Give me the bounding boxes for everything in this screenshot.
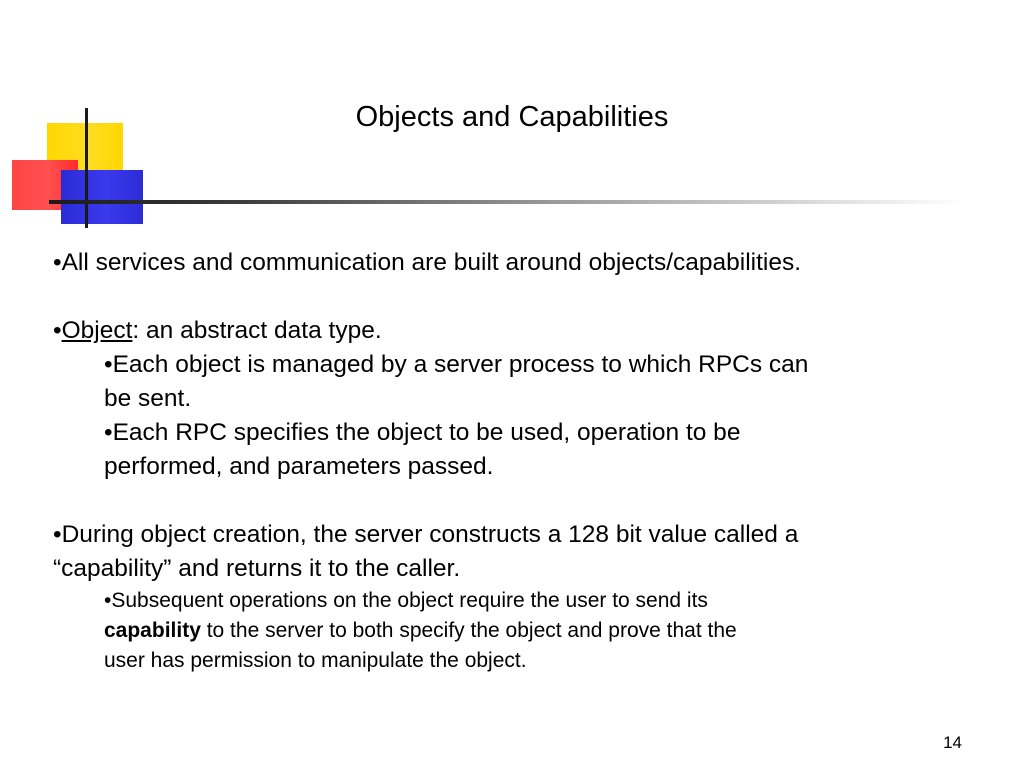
slide-body — [53, 246, 953, 676]
logo-blue-square — [61, 170, 143, 224]
slide-title: Objects and Capabilities — [355, 101, 669, 133]
bullet-2-sub-2-line-1: Each RPC specifies the object to be used, operation to be — [112, 419, 741, 446]
bullet-3-cont — [53, 552, 953, 586]
bullet-2-sub-2 — [104, 416, 953, 450]
bullet-marker: • — [104, 589, 112, 612]
bullet-2-term: Object — [61, 317, 133, 344]
bullet-3-sub-bold-term: capability — [104, 619, 201, 642]
bullet-marker: • — [53, 249, 62, 276]
bullet-3 — [53, 518, 953, 552]
bullet-3-sub — [104, 586, 953, 616]
bullet-3-sub-cont-1 — [104, 616, 953, 646]
bullet-2-sub-2-line-2: performed, and parameters passed. — [104, 453, 494, 480]
spacer — [53, 280, 953, 314]
title-divider-line — [49, 200, 964, 204]
bullet-2-sub-2-cont — [104, 450, 953, 484]
bullet-2-sub-1-line-1: Each object is managed by a server process to which RPCs can — [112, 351, 809, 378]
bullet-3-line-2: “capability” and returns it to the caller. — [53, 555, 461, 582]
bullet-1 — [53, 246, 953, 280]
bullet-marker: • — [104, 351, 113, 378]
bullet-3-sub-line-2: to the server to both specify the object and prove that the — [200, 619, 737, 642]
bullet-3-sub-line-3: user has permission to manipulate the object. — [104, 649, 527, 672]
bullet-2-sub-1 — [104, 348, 953, 382]
bullet-2 — [53, 314, 953, 348]
bullet-3-line-1: During object creation, the server constructs a 128 bit value called a — [61, 521, 799, 548]
bullet-1-text: All services and communication are built around objects/capabilities. — [61, 249, 802, 276]
bullet-2-sub-1-cont — [104, 382, 953, 416]
spacer — [53, 484, 953, 518]
bullet-3-sub-cont-2 — [104, 646, 953, 676]
bullet-marker: • — [53, 521, 62, 548]
bullet-3-sub-line-1: Subsequent operations on the object require the user to send its — [111, 589, 708, 612]
bullet-2-sub-1-line-2: be sent. — [104, 385, 192, 412]
page-number: 14 — [943, 733, 962, 752]
bullet-marker: • — [53, 317, 62, 344]
bullet-2-text: : an abstract data type. — [132, 317, 382, 344]
bullet-marker: • — [104, 419, 113, 446]
